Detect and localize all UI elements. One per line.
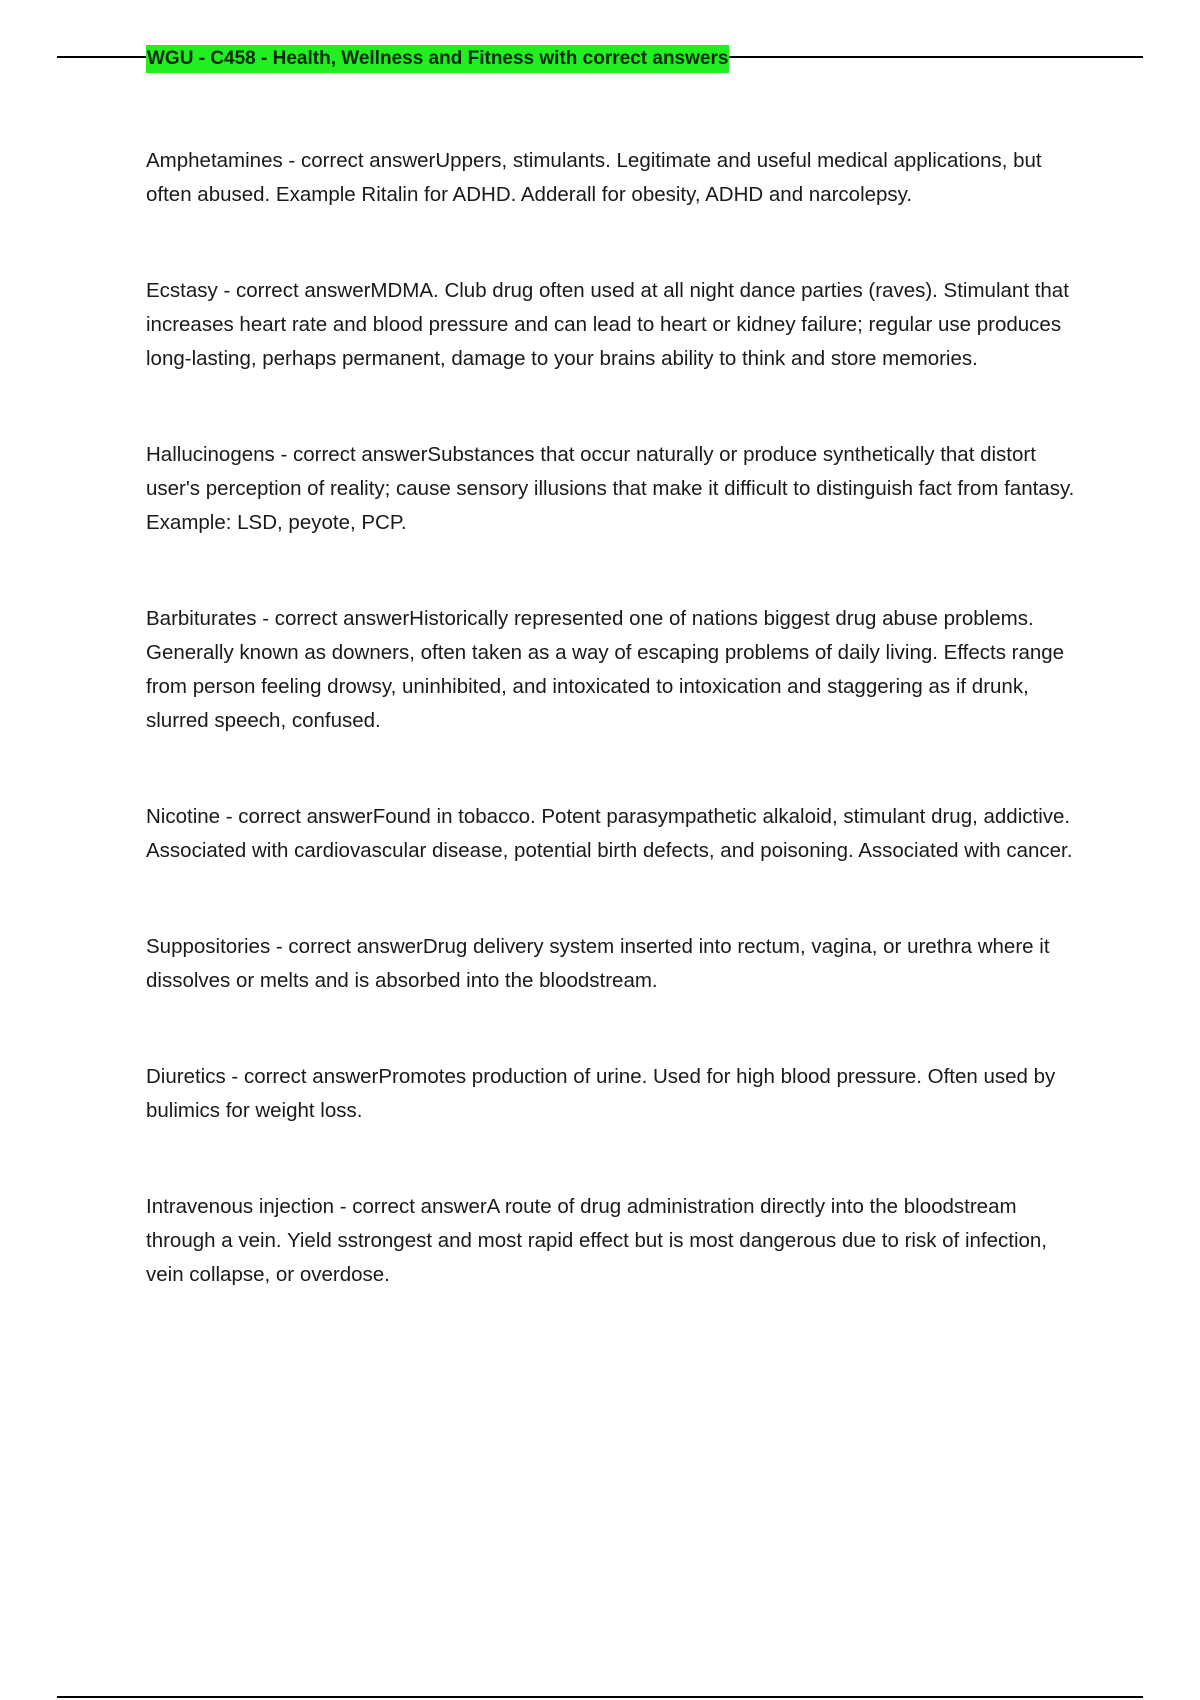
qa-entry-diuretics: Diuretics - correct answerPromotes production of urine. Used for high blood pressure. Often used by bulimics for weight loss. xyxy=(146,1065,1056,1122)
qa-list xyxy=(146,144,1086,1292)
document-title: WGU - C458 - Health, Wellness and Fitness with correct answers xyxy=(146,45,729,73)
qa-entry-ecstasy: Ecstasy - correct answerMDMA. Club drug often used at all night dance parties (raves). Stimulant that increases heart rate and blood pressure and can lead to heart or kidney failure; regular use produces long-lasting, perhaps permanent, damage to your brains ability to think and store memories. xyxy=(146,279,1069,370)
footer-rule xyxy=(57,1696,1143,1698)
qa-entry-nicotine: Nicotine - correct answerFound in tobacco. Potent parasympathetic alkaloid, stimulant drug, addictive. Associated with cardiovascular disease, potential birth defects, and poisoning. Associated with cancer. xyxy=(146,805,1073,862)
qa-entry-suppositories: Suppositories - correct answerDrug delivery system inserted into rectum, vagina, or urethra where it dissolves or melts and is absorbed into the bloodstream. xyxy=(146,935,1050,992)
qa-entry-barbiturates: Barbiturates - correct answerHistorically represented one of nations biggest drug abuse problems. Generally known as downers, often taken as a way of escaping problems of daily living. Effects range from person feeling drowsy, uninhibited, and intoxicated to intoxication and staggering as if drunk, slurred speech, confused. xyxy=(146,607,1065,732)
qa-entry-amphetamines: Amphetamines - correct answerUppers, stimulants. Legitimate and useful medical applications, but often abused. Example Ritalin for ADHD. Adderall for obesity, ADHD and narcolepsy. xyxy=(146,149,1042,206)
qa-entry-hallucinogens: Hallucinogens - correct answerSubstances that occur naturally or produce synthetically that distort user's perception of reality; cause sensory illusions that make it difficult to distinguish fact from fantasy. Example: LSD, peyote, PCP. xyxy=(146,443,1075,534)
qa-entry-intravenous-injection: Intravenous injection - correct answerA route of drug administration directly into the bloodstream through a vein. Yield sstrongest and most rapid effect but is most dangerous due to risk of infection, vein collapse, or overdose. xyxy=(146,1195,1047,1286)
